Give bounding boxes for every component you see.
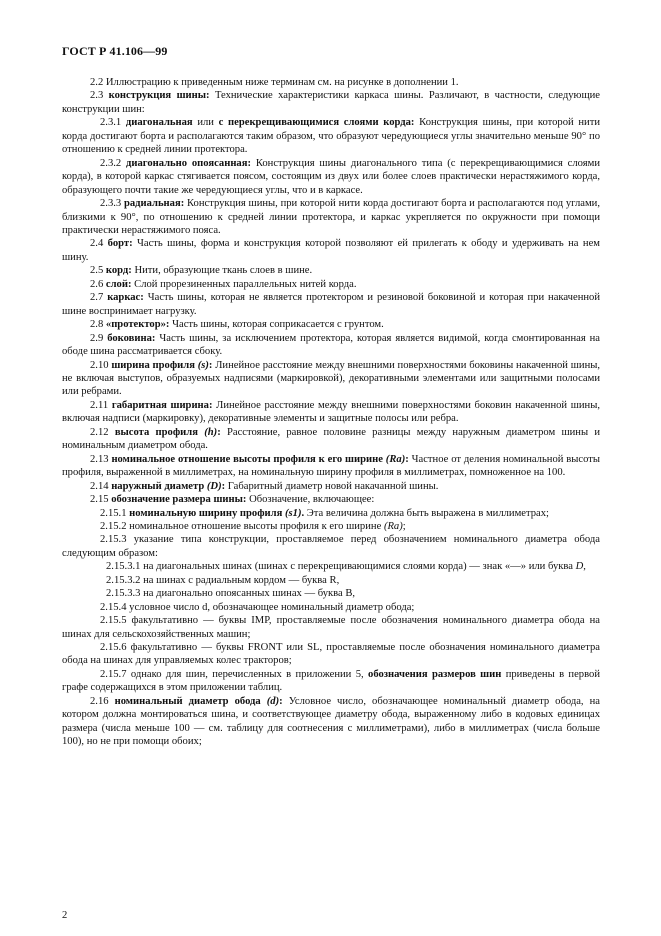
term: диагонально опоясанная: [126,157,251,169]
para-2-16: 2.16 номинальный диаметр обода (d): Условное число, обозначающее номинальный диаметр обода, на котором должна монтироваться шина, и соответствующее диаметру обода, выраженному либо в кодовых единицах размера (числа меньше 100 — см. таблицу для соотнесения с миллиметрами), либо в миллиметрах (числа больше 100), но не при помощи обоих; [62,695,600,748]
term: ширина профиля [111,359,195,371]
term: габаритная ширина: [111,399,213,411]
term: каркас: [107,292,144,304]
para-2-3-2: 2.3.2 диагонально опоясанная: Конструкция шины диагонального типа (с перекрещивающимися слоями корда), в которой каркас стягивается поясом, состоящим из двух или более слоев практически нерастяжимого корда, образующего почти такие же чередующиеся углы, что и в каркасе. [62,157,601,196]
para-2-2: 2.2 Иллюстрацию к приведенным ниже терминам см. на рисунке в дополнении 1. [90,77,459,88]
symbol: (Ra) [383,520,403,532]
document-body [62,76,600,749]
para-2-6: 2.6 слой: Слой прорезиненных параллельных нитей корда. [90,278,357,290]
term: номинальную ширину профиля [129,507,283,519]
term: диагональная [125,117,193,129]
term: корд: [105,265,132,277]
page-number: 2 [62,910,68,921]
term: номинальное отношение высоты профиля к его ширине [111,453,383,465]
para-2-7: 2.7 каркас: Часть шины, которая не является протектором и резиновой боковиной и которая при накаченной шине воспринимает нагрузку. [62,292,601,317]
para-2-14: 2.14 наружный диаметр (D): Габаритный диаметр новой накачанной шины. [90,480,439,492]
para-2-9: 2.9 боковина: Часть шины, за исключением протектора, которая является видимой, когда смонтированная на ободе шина рассматривается сбоку. [62,332,601,358]
para-2-15-5: 2.15.5 факультативно — буквы IMP, проставляемые после обозначения номинального диаметра обода на шинах для сельскохозяйственных машин; [62,615,600,640]
para-2-15-3-1: 2.15.3.1 на диагональных шинах (шинах с перекрещивающимися слоями корда) — знак «—» или буква D, [106,561,586,573]
para-2-3-1: 2.3.1 диагональная или с перекрещивающимися слоями корда: Конструкция шины, при которой нити корда достигают борта и располагаются таким образом, что образуют чередующиеся углы значительно меньше 90° по отношению к средней линии протектора. [62,117,600,156]
para-2-5: 2.5 корд: Нити, образующие ткань слоев в шине. [90,265,313,277]
symbol: (s1) [285,507,302,519]
para-2-3-3: 2.3.3 радиальная: Конструкция шины, при которой нити корда достигают борта и располагаются под углами, близкими к 90°, по отношению к средней линии протектора, и каркас укрепляется по окружности при помощи практически нерастяжимого пояса. [62,198,600,236]
para-2-13: 2.13 номинальное отношение высоты профиля к его ширине (Ra): Частное от деления номинальной высоты профиля, выраженной в миллиметрах, на номинальную ширину профиля в миллиметрах, помноженное на 100. [62,453,601,479]
document-header: ГОСТ Р 41.106—99 [62,44,168,58]
term: номинальный диаметр обода [114,695,261,707]
term: обозначения размеров шин [368,668,502,680]
term: конструкция шины: [108,90,210,102]
term: обозначение размера шины: [111,494,247,506]
term: боковина: [107,332,156,344]
para-2-15-2: 2.15.2 номинальное отношение высоты профиля к его ширине (Ra); [100,520,406,532]
term: радиальная: [123,198,185,210]
term: «протектор»: [105,319,170,331]
term: борт: [107,238,133,250]
para-2-15-6: 2.15.6 факультативно — буквы FRONT или SL, проставляемые после обозначения номинального диаметра обода на шинах для управляемых колес тракторов; [62,642,600,667]
para-2-10: 2.10 ширина профиля (s): Линейное расстояние между внешними поверхностями боковины накаченной шины, не включая выступов, образуемых надписями (маркировкой), декоративными элементами или защитными полосами или ребрами. [62,359,601,398]
symbol: (s) [197,359,209,371]
term: слой: [105,278,132,290]
term: с перекрещивающимися слоями корда: [218,117,415,129]
para-2-3: 2.3 конструкция шины: Технические характеристики каркаса шины. Различают, в частности, следующие конструкции шин: [62,90,601,115]
para-2-8: 2.8 «протектор»: Часть шины, которая соприкасается с грунтом. [90,319,384,331]
para-2-15-3-2: 2.15.3.2 на шинах с радиальным кордом — буква R, [106,574,340,586]
para-2-15-1: 2.15.1 номинальную ширину профиля (s1). Эта величина должна быть выражена в миллиметрах; [100,507,549,519]
para-2-15: 2.15 обозначение размера шины: Обозначение, включающее: [90,494,375,506]
symbol: (D) [206,480,222,492]
term: наружный диаметр [111,480,205,492]
term: высота профиля [114,426,198,438]
para-2-11: 2.11 габаритная ширина: Линейное расстояние между внешними поверхностями боковин накаченной шины, включая надписи (маркировку), декоративные элементы и защитные полосы или ребра. [62,399,600,425]
symbol: (Ra) [385,453,406,465]
para-2-12: 2.12 высота профиля (h): Расстояние, равное половине разницы между наружным диаметром шины и номинальным диаметром обода. [62,426,600,452]
para-2-15-4: 2.15.4 условное число d, обозначающее номинальный диаметр обода; [100,601,415,613]
para-2-15-3-3: 2.15.3.3 на диагонально опоясанных шинах — буква B, [106,588,356,600]
symbol: D [575,561,584,573]
symbol: (h) [204,426,218,438]
para-2-15-7: 2.15.7 однако для шин, перечисленных в приложении 5, обозначения размеров шин приведены в первой графе содержащихся в этом приложении таблиц. [62,668,600,694]
symbol: (d) [266,695,280,707]
para-2-4: 2.4 борт: Часть шины, форма и конструкция которой позволяют ей прилегать к ободу и удерживать на нем шину. [62,238,600,263]
para-2-15-3: 2.15.3 указание типа конструкции, проставляемое перед обозначением номинального диаметра обода следующим образом: [62,534,600,559]
